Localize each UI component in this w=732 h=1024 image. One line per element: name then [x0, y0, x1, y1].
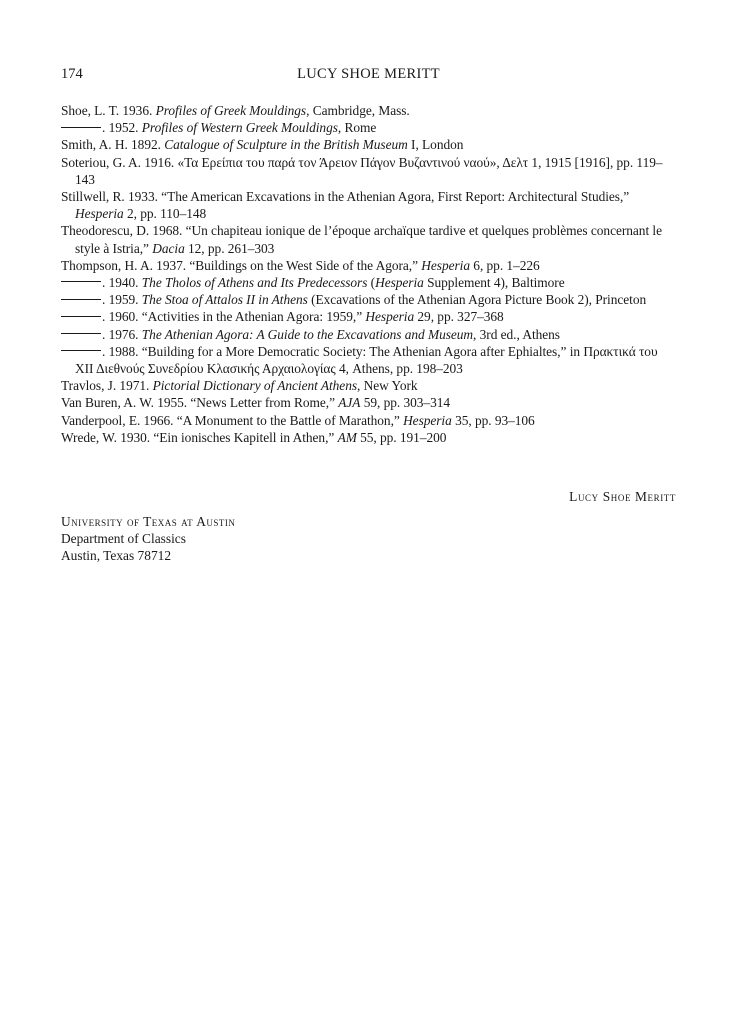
- reference-title-italic: The Athenian Agora: A Guide to the Excavations and Museum: [141, 326, 474, 342]
- reference-entry: [61, 274, 676, 291]
- reference-text: 55, pp. 191–200: [356, 429, 447, 445]
- reference-entry: [61, 222, 676, 256]
- reference-text: , Rome: [337, 120, 377, 136]
- reference-entry: [61, 343, 676, 377]
- reference-title-italic: Hesperia: [375, 275, 424, 291]
- reference-text: . 1940.: [102, 275, 142, 291]
- reference-entry: [61, 308, 676, 325]
- reference-entry: [61, 429, 676, 446]
- reference-text: 35, pp. 93–106: [451, 412, 535, 428]
- reference-entry: [61, 377, 676, 394]
- running-title: LUCY SHOE MERITT: [297, 66, 440, 82]
- reference-text: Shoe, L. T. 1936.: [61, 103, 156, 118]
- reference-text: Supplement 4), Baltimore: [423, 275, 565, 291]
- ditto-dash: [61, 316, 101, 317]
- reference-text: 12, pp. 261–303: [184, 240, 275, 256]
- reference-text: 59, pp. 303–314: [360, 395, 451, 411]
- address-city: Austin, Texas 78712: [61, 548, 172, 564]
- reference-title-italic: The Stoa of Attalos II in Athens: [141, 292, 308, 308]
- reference-title-italic: Profiles of Western Greek Mouldings: [141, 120, 338, 136]
- reference-title-italic: Profiles of Greek Mouldings: [155, 103, 307, 118]
- reference-text: , 3rd ed., Athens: [473, 326, 560, 342]
- reference-text: . 1960. “Activities in the Athenian Agora: 1959,”: [102, 309, 366, 325]
- reference-text: Wrede, W. 1930. “Ein ionisches Kapitell in Athen,”: [61, 429, 338, 445]
- reference-text: . 1952.: [102, 120, 142, 136]
- reference-text: Stillwell, R. 1933. “The American Excavations in the Athenian Agora, First Report: Architectural Studies,”: [61, 189, 630, 205]
- reference-text: , New York: [357, 378, 418, 394]
- reference-entry: [61, 119, 676, 136]
- reference-text: 29, pp. 327–368: [414, 309, 504, 325]
- author-signature: Lucy Shoe Meritt: [569, 489, 676, 505]
- reference-text: Van Buren, A. W. 1955. “News Letter from Rome,”: [61, 395, 339, 411]
- page-number: 174: [61, 66, 83, 82]
- reference-text: I, London: [407, 137, 464, 153]
- reference-text: 2, pp. 110–148: [123, 206, 207, 222]
- reference-title-italic: Catalogue of Sculpture in the British Museum: [164, 137, 408, 153]
- reference-text: . 1959.: [102, 292, 142, 308]
- reference-text: 6, pp. 1–226: [470, 257, 540, 273]
- reference-text: , Cambridge, Mass.: [306, 103, 410, 118]
- ditto-dash: [61, 281, 101, 282]
- reference-entry: [61, 257, 676, 274]
- reference-title-italic: Hesperia: [365, 309, 415, 325]
- reference-title-italic: Pictorial Dictionary of Ancient Athens: [152, 378, 358, 394]
- reference-text: Soteriou, G. A. 1916. «Τα Ερείπια του παρά τον Άρειον Πάγον Βυζαντινού ναού», Δελτ 1, 1915 [1916], pp. 119–143: [61, 154, 663, 187]
- reference-title-italic: Hesperia: [421, 257, 470, 273]
- reference-entry: [61, 291, 676, 308]
- ditto-dash: [61, 333, 101, 334]
- reference-title-italic: AJA: [338, 395, 361, 411]
- ditto-dash: [61, 350, 101, 351]
- reference-entry: [61, 188, 676, 222]
- reference-text: (Excavations of the Athenian Agora Picture Book 2), Princeton: [307, 292, 647, 308]
- reference-entry: [61, 136, 676, 153]
- reference-title-italic: Dacia: [152, 240, 185, 256]
- reference-text: Smith, A. H. 1892.: [61, 137, 165, 153]
- reference-text: Travlos, J. 1971.: [61, 378, 153, 394]
- reference-entry: [61, 154, 676, 188]
- address-institution: University of Texas at Austin: [61, 514, 236, 530]
- bibliography-list: [61, 102, 676, 446]
- ditto-dash: [61, 299, 101, 300]
- reference-title-italic: The Tholos of Athens and Its Predecessors: [141, 275, 368, 291]
- author-address: [61, 513, 676, 565]
- address-department: Department of Classics: [61, 531, 186, 547]
- reference-text: Vanderpool, E. 1966. “A Monument to the Battle of Marathon,”: [61, 412, 404, 428]
- reference-entry: [61, 102, 676, 119]
- reference-text: (: [367, 275, 376, 291]
- reference-entry: [61, 412, 676, 429]
- reference-text: Theodorescu, D. 1968. “Un chapiteau ionique de l’époque archaïque tardive et quelques problèmes concernant le style à Istria,”: [61, 223, 662, 256]
- reference-title-italic: Hesperia: [75, 206, 124, 222]
- reference-text: . 1988. “Building for a More Democratic Society: The Athenian Agora after Ephialtes,” in Πρακτικά του ΧΙΙ Διεθνούς Συνεδρίου Κλασικής Αρχαιολογίας 4, Athens, pp. 198–203: [75, 343, 658, 377]
- ditto-dash: [61, 127, 101, 128]
- reference-entry: [61, 326, 676, 343]
- reference-title-italic: Hesperia: [403, 412, 452, 428]
- reference-text: . 1976.: [102, 326, 142, 342]
- page: [61, 66, 676, 565]
- reference-text: Thompson, H. A. 1937. “Buildings on the West Side of the Agora,”: [61, 257, 422, 273]
- running-head: [61, 66, 676, 88]
- reference-entry: [61, 394, 676, 411]
- reference-title-italic: AM: [337, 429, 357, 445]
